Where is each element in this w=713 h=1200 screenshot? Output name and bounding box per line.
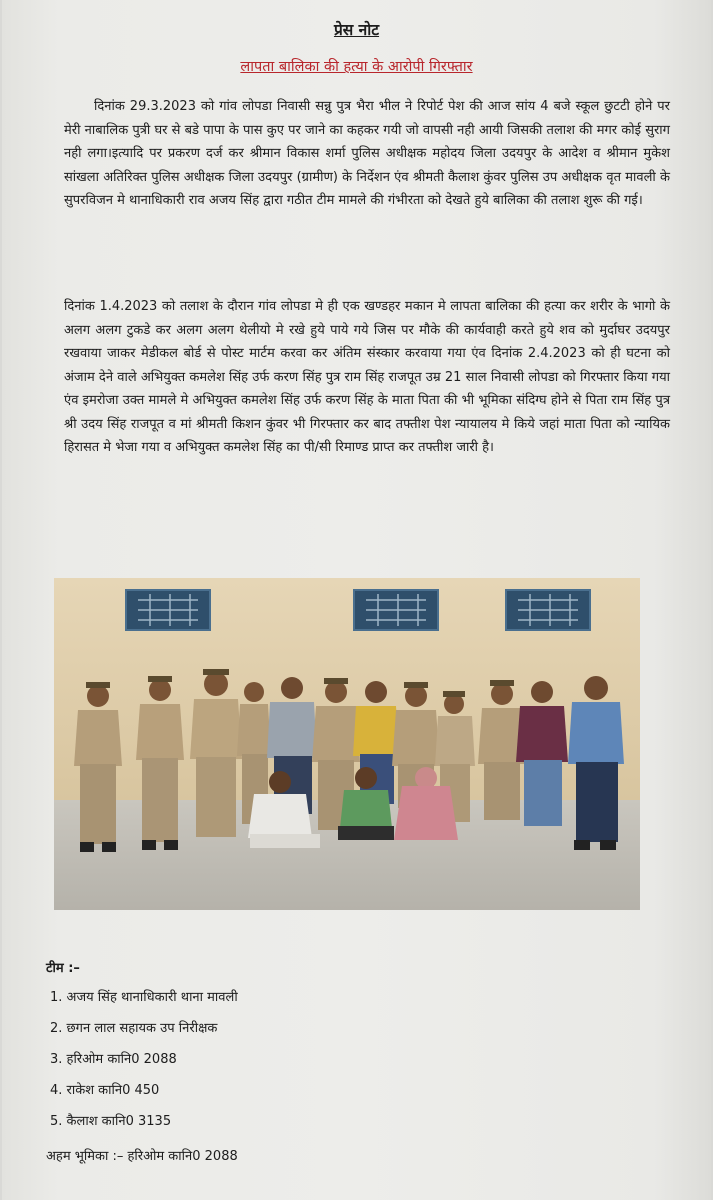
page-subtitle: लापता बालिका की हत्या के आरोपी गिरफ्तार — [240, 59, 473, 75]
window-right — [506, 590, 590, 630]
paragraph-incident-report: दिनांक 29.3.2023 को गांव लोपडा निवासी सन्नु पुत्र भैरा भील ने रिपोर्ट पेश की आज सांय 4 बजे स्कूल छुटटी होने पर मेरी नाबालिक पुत्री घर से बडे पापा के पास कुए पर जाने का कहकर गयी जो वापसी नही आयी जिसकी तलाश की मगर कोई सुराग नही लगा।इत्यादि पर प्रकरण दर्ज कर श्रीमान विकास शर्मा पुलिस अधीक्षक महोदय जिला उदयपुर के आदेश व श्रीमान मुकेश सांखला अतिरिक्त पुलिस अधीक्षक जिला उदयपुर (ग्रामीण) के निर्देशन एंव श्रीमती कैलाश कुंवर पुलिस उप अधीक्षक वृत मावली के सुपरविजन मे थानाधिकारी राव अजय सिंह द्वारा गठीत टीम मामले की गंभीरता को देखते हुये बालिका की तलाश शुरू की गई। — [64, 99, 670, 208]
team-member: 1. अजय सिंह थानाधिकारी थाना मावली — [50, 990, 238, 1005]
key-role-line: अहम भूमिका :– हरिओम कानि0 2088 — [46, 1149, 238, 1164]
window-left — [126, 590, 210, 630]
window-center — [354, 590, 438, 630]
civilian-blue-shirt — [568, 676, 624, 850]
press-note-page — [2, 0, 711, 1200]
team-member: 4. राकेश कानि0 450 — [50, 1083, 160, 1098]
team-photo-illustration — [54, 578, 640, 910]
team-member: 3. हरिओम कानि0 2088 — [50, 1052, 177, 1067]
team-member: 5. कैलाश कानि0 3135 — [50, 1114, 172, 1129]
team-heading: टीम :– — [46, 961, 80, 976]
team-photo — [54, 578, 640, 910]
paragraph-arrest-details: दिनांक 1.4.2023 को तलाश के दौरान गांव लोपडा मे ही एक खण्डहर मकान मे लापता बालिका की हत्या कर शरीर के भागो के अलग अलग टुकडे कर अलग अलग थेलीयो मे रखे हुये पाये गये जिस पर मौके की कार्यवाही करते हुये शव को मुर्दाघर उदयपुर रखवाया जाकर मेडीकल बोर्ड से पोस्ट मार्टम करवा कर अंतिम संस्कार करवाया गया एंव दिनांक 2.4.2023 को ही घटना को अंजाम देने वाले अभियुक्त कमलेश सिंह उर्फ करण सिंह पुत्र राम सिंह राजपूत उम्र 21 साल निवासी लोपडा को गिरफ्तार किया गया एंव इमरोजा उक्त मामले मे अभियुक्त कमलेश सिंह उर्फ करण सिंह के माता पिता की भी भूमिका संदिग्घ होने से पिता राम सिंह पुत्र श्री उदय सिंह राजपूत व मां श्रीमती किशन कुंवर भी गिरफ्तार कर बाद तफ्तीश पेश न्यायालय मे किये जहां माता पिता को न्यायिक हिरासत मे भेजा गया व अभियुक्त कमलेश सिंह का पी/सी रिमाण्ड प्राप्त कर तफ्तीश जारी है। — [64, 299, 670, 455]
page-title: प्रेस नोट — [333, 21, 380, 39]
team-member: 2. छगन लाल सहायक उप निरीक्षक — [50, 1021, 218, 1036]
